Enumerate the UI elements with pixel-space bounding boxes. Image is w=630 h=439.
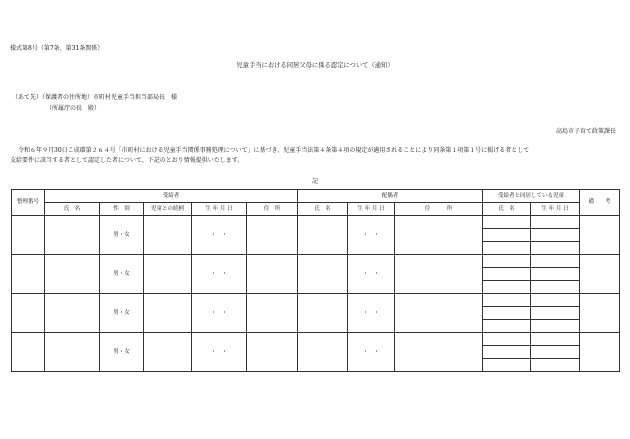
spouse-address-cell[interactable] [395, 294, 483, 333]
spouse-name-cell[interactable] [298, 216, 348, 255]
recipient-birthdate-cell[interactable]: ・ ・ [192, 294, 247, 333]
child-name-cell[interactable] [483, 307, 531, 320]
form-number-label: 様式第8号（第7条、第31条関係） [10, 45, 104, 52]
serial-cell[interactable] [12, 216, 45, 255]
subheader-spouse-name: 氏 名 [298, 203, 348, 216]
header-serial: 整理番号 [12, 190, 45, 216]
remarks-cell[interactable] [580, 216, 620, 255]
table-row [12, 216, 620, 229]
spouse-birthdate-cell[interactable]: ・ ・ [348, 255, 395, 294]
recipient-name-cell[interactable] [45, 255, 100, 294]
child-name-cell[interactable] [483, 346, 531, 359]
spouse-name-cell[interactable] [298, 255, 348, 294]
header-recipient-group: 受給者 [45, 190, 298, 203]
table-body [12, 216, 620, 372]
ki-heading: 記 [311, 178, 318, 185]
child-name-cell[interactable] [483, 268, 531, 281]
child-name-cell[interactable] [483, 255, 531, 268]
remarks-cell[interactable] [580, 255, 620, 294]
addressee-line-1: （あて先）（保護者の住所地）市町村児童手当担当部局長 様 [12, 94, 178, 101]
subheader-recipient-birthdate: 生 年 月 日 [192, 203, 247, 216]
child-name-cell[interactable] [483, 229, 531, 242]
child-birthdate-cell[interactable] [531, 268, 580, 281]
recipient-name-cell[interactable] [45, 294, 100, 333]
sender-name: 高島市子育て政策課長 [555, 128, 616, 135]
spouse-name-cell[interactable] [298, 333, 348, 372]
recipient-gender-cell[interactable]: 男・女 [100, 216, 144, 255]
child-birthdate-cell[interactable] [531, 307, 580, 320]
subheader-recipient-gender: 性 別 [100, 203, 144, 216]
subheader-spouse-address: 住 所 [395, 203, 483, 216]
child-birthdate-cell[interactable] [531, 242, 580, 255]
child-name-cell[interactable] [483, 242, 531, 255]
spouse-name-cell[interactable] [298, 294, 348, 333]
child-name-cell[interactable] [483, 281, 531, 294]
child-name-cell[interactable] [483, 333, 531, 346]
spouse-address-cell[interactable] [395, 255, 483, 294]
recipient-address-cell[interactable] [247, 216, 298, 255]
subheader-recipient-relationship: 児童との続柄 [144, 203, 192, 216]
recipient-birthdate-cell[interactable]: ・ ・ [192, 333, 247, 372]
recipient-address-cell[interactable] [247, 333, 298, 372]
recipient-gender-cell[interactable]: 男・女 [100, 294, 144, 333]
recipient-gender-cell[interactable]: 男・女 [100, 333, 144, 372]
child-birthdate-cell[interactable] [531, 229, 580, 242]
subheader-child-name: 氏 名 [483, 203, 531, 216]
recipient-name-cell[interactable] [45, 216, 100, 255]
recipient-gender-cell[interactable]: 男・女 [100, 255, 144, 294]
subheader-spouse-birthdate: 生 年 月 日 [348, 203, 395, 216]
subheader-child-birthdate: 生 年 月 日 [531, 203, 580, 216]
recipient-address-cell[interactable] [247, 294, 298, 333]
recipient-relationship-cell[interactable] [144, 294, 192, 333]
remarks-cell[interactable] [580, 333, 620, 372]
notification-table [11, 189, 620, 372]
recipient-relationship-cell[interactable] [144, 255, 192, 294]
recipient-name-cell[interactable] [45, 333, 100, 372]
child-name-cell[interactable] [483, 320, 531, 333]
subheader-recipient-address: 住 所 [247, 203, 298, 216]
spouse-address-cell[interactable] [395, 216, 483, 255]
child-birthdate-cell[interactable] [531, 294, 580, 307]
subheader-recipient-name: 氏 名 [45, 203, 100, 216]
spouse-address-cell[interactable] [395, 333, 483, 372]
child-name-cell[interactable] [483, 359, 531, 372]
body-text-line-2: 支給要件に該当する者として認定した者について、下記のとおり情報提供いたします。 [10, 157, 244, 164]
recipient-birthdate-cell[interactable]: ・ ・ [192, 255, 247, 294]
header-children-group: 受給者と同居している児童 [483, 190, 580, 203]
child-birthdate-cell[interactable] [531, 216, 580, 229]
addressee-line-2: （所属庁の長 殿） [46, 105, 101, 112]
serial-cell[interactable] [12, 333, 45, 372]
document-title: 児童手当における同居父母に係る認定について（通知） [236, 62, 394, 69]
table-row [12, 294, 620, 307]
body-text-line-1: 令和６年９月30日こ成環第２６４号「市町村における児童手当関係事務処理について」に基づき、児童手当法第４条第４項の規定が適用されることにより同条第１項第１号に掲げる者として [18, 147, 530, 154]
recipient-birthdate-cell[interactable]: ・ ・ [192, 216, 247, 255]
table-row [12, 333, 620, 346]
recipient-relationship-cell[interactable] [144, 216, 192, 255]
child-birthdate-cell[interactable] [531, 281, 580, 294]
spouse-birthdate-cell[interactable]: ・ ・ [348, 216, 395, 255]
table-header-row-2 [12, 203, 620, 216]
child-birthdate-cell[interactable] [531, 320, 580, 333]
spouse-birthdate-cell[interactable]: ・ ・ [348, 294, 395, 333]
child-birthdate-cell[interactable] [531, 359, 580, 372]
spouse-birthdate-cell[interactable]: ・ ・ [348, 333, 395, 372]
serial-cell[interactable] [12, 255, 45, 294]
recipient-relationship-cell[interactable] [144, 333, 192, 372]
serial-cell[interactable] [12, 294, 45, 333]
child-name-cell[interactable] [483, 294, 531, 307]
remarks-cell[interactable] [580, 294, 620, 333]
table-header-row-1 [12, 190, 620, 203]
header-spouse-group: 配偶者 [298, 190, 483, 203]
child-birthdate-cell[interactable] [531, 346, 580, 359]
child-birthdate-cell[interactable] [531, 255, 580, 268]
recipient-address-cell[interactable] [247, 255, 298, 294]
child-birthdate-cell[interactable] [531, 333, 580, 346]
table-row [12, 255, 620, 268]
header-remarks: 備 考 [580, 190, 620, 216]
child-name-cell[interactable] [483, 216, 531, 229]
